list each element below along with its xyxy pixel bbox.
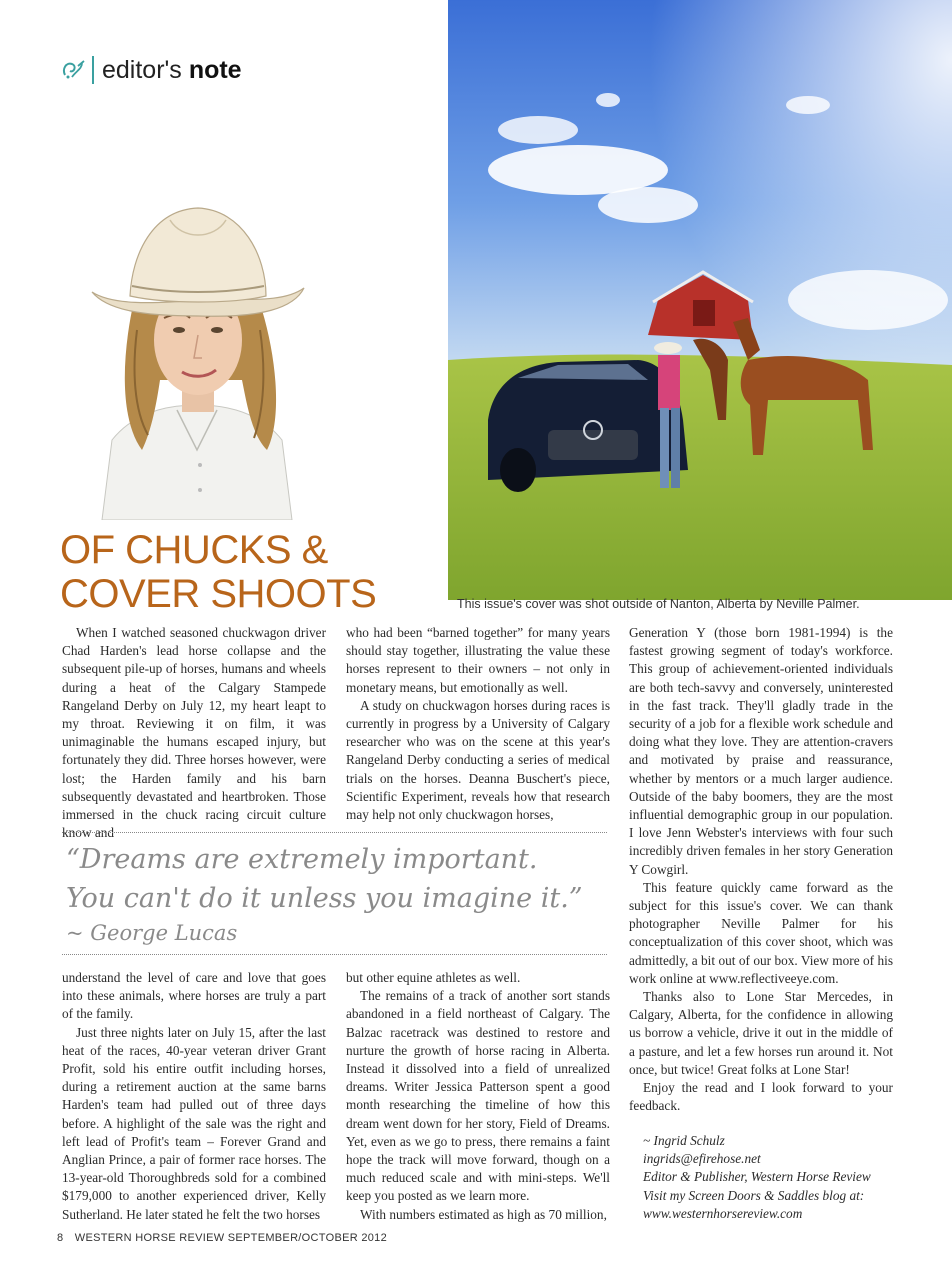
column-1-bottom <box>62 969 326 1224</box>
paragraph: Thanks also to Lone Star Mercedes, in Calgary, Alberta, for the confidence in allowing us borrow a vehicle, drive it out in the middle of a pasture, and let a few horses run around it. Not once, but twice! Great folks at Lone Star! <box>629 989 893 1077</box>
section-header <box>60 52 242 88</box>
signature-role: Editor & Publisher, Western Horse Review <box>643 1169 871 1185</box>
horseshoe-swirl-icon <box>60 55 86 85</box>
paragraph: who had been “barned together” for many years should stay together, illustrating the value these horses represent to their owners – not only in monetary means, but emotionally as well. <box>346 625 610 695</box>
column-2-bottom <box>346 969 610 1224</box>
signature-email[interactable]: ingrids@efirehose.net <box>643 1151 761 1167</box>
title-line-1: OF CHUCKS & <box>60 528 328 572</box>
title-line-2: COVER SHOOTS <box>60 572 377 616</box>
editor-signature <box>643 1132 943 1223</box>
paragraph: A study on chuckwagon horses during races is currently in progress by a University of Calgary researcher who was on the scene at this year's Rangeland Derby conducting a series of medical trials on the horses. Deanna Buschert's piece, Scientific Experiment, reveals how that research may help not only chuckwagon horses, <box>346 697 610 823</box>
pull-quote <box>66 840 626 948</box>
column-2-top <box>346 624 610 824</box>
signature-name: ~ Ingrid Schulz <box>643 1133 725 1148</box>
photo-caption: This issue's cover was shot outside of Nanton, Alberta by Neville Palmer. <box>457 597 860 611</box>
paragraph: This feature quickly came forward as the subject for this issue's cover. We can thank photographer Neville Palmer for his conceptualization of this cover shoot, which was admittedly, a bit out of our box. View more of his work online at www.reflectiveeye.com. <box>629 879 893 986</box>
quote-divider-bottom <box>62 954 607 955</box>
publication-line: WESTERN HORSE REVIEW SEPTEMBER/OCTOBER 2012 <box>74 1232 387 1244</box>
column-1-top <box>62 624 326 842</box>
header-label-regular: editor's <box>102 55 182 84</box>
paragraph: Enjoy the read and I look forward to your feedback. <box>629 1080 893 1114</box>
page-footer <box>57 1232 387 1244</box>
quote-divider-top <box>62 832 607 833</box>
signature-url[interactable]: www.westernhorsereview.com <box>643 1205 803 1221</box>
paragraph: understand the level of care and love that goes into these animals, where horses are truly a part of the family. <box>62 970 326 1022</box>
cover-shoot-photo <box>448 0 952 600</box>
header-label-bold: note <box>188 55 242 84</box>
editor-portrait-illustration <box>82 200 312 520</box>
paragraph: but other equine athletes as well. <box>346 970 521 985</box>
header-divider <box>92 56 94 84</box>
paragraph: When I watched seasoned chuckwagon driver Chad Harden's lead horse collapse and the subsequent pile-up of horses, humans and wheels during a heat of the Calgary Stampede Rangeland Derby on July 12, my heart leapt to my throat. Reviewing it on film, it was unimaginable the humans escaped injury, but fortunately they did. Three horses however, were lost; the Harden family and his barn subsequently devastated and heartbroken. Those immersed in the chuck racing circuit culture know and <box>62 625 326 841</box>
quote-attribution: ~ George Lucas <box>66 921 238 945</box>
column-3 <box>629 624 893 1115</box>
paragraph: Generation Y (those born 1981-1994) is the fastest growing segment of today's workforce. This group of achievement-oriented individuals are both tech-savvy and conversely, uninterested in the fast track. They'll gladly trade in the security of a job for a flexible work schedule and doing what they love. They are attention-cravers and motivated by praise and reassurance, whether by mentors or a much larger audience. Outside of the baby boomers, they are the most influential demographic group in our population. I love Jenn Webster's interviews with four such incredibly driven females in her story Generation Y Cowgirl. <box>629 625 893 877</box>
paragraph: With numbers estimated as high as 70 million, <box>360 1206 607 1222</box>
article-title <box>60 528 480 616</box>
paragraph: The remains of a track of another sort stands abandoned in a field northeast of Calgary. The Balzac racetrack was destined to restore and nurture the growth of horse racing in Alberta. Instead it dissolved into a field of unrealized dreams. Writer Jessica Patterson spent a good month researching the timeline of how this dream went down for her story, Field of Dreams. Yet, even as we go to press, there remains a faint hope the track will move forward, though on a much reduced scale and with mini-steps. We'll keep you posted as we learn more. <box>346 988 610 1204</box>
quote-line-2: You can't do it unless you imagine it.” <box>66 883 583 914</box>
page-number: 8 <box>57 1232 64 1244</box>
paragraph: Just three nights later on July 15, after the last heat of the races, 40-year veteran driver Grant Profit, sold his entire outfit including horses, during a retirement auction at the same barns Harden's team had pulled out of three days before. A highlight of the sale was the right and left lead of Profit's team – Forever Grand and Anglian Prince, a pair of former race horses. The 13-year-old Thoroughbreds sold for a combined $179,000 to another experienced driver, Kelly Sutherland. He later stated he felt the two horses <box>62 1024 326 1222</box>
quote-line-1: “Dreams are extremely important. <box>66 844 538 875</box>
signature-blog-line: Visit my Screen Doors & Saddles blog at: <box>643 1187 865 1203</box>
